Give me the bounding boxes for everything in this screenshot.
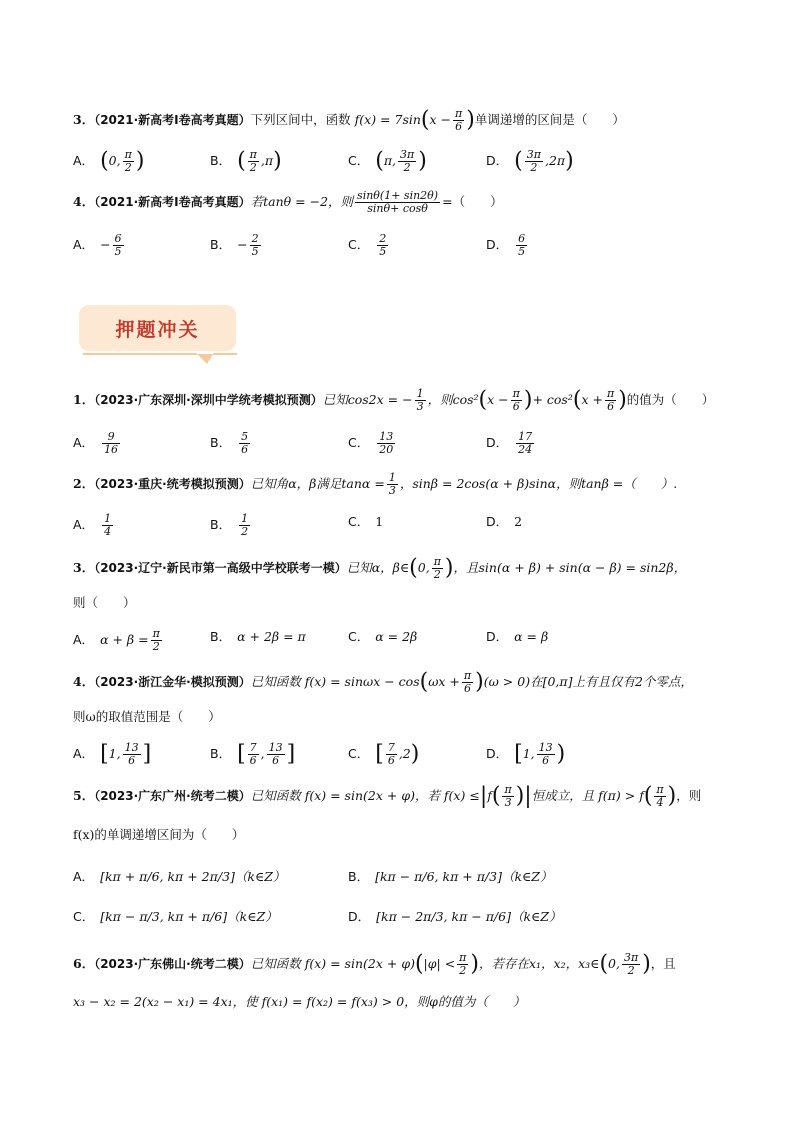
option-a: A． [1, $\frac{13}{6}$ ] (73, 741, 152, 767)
option-d: D． 2 (486, 514, 523, 529)
option-c: C． $\frac{2}{5}$ (348, 232, 387, 258)
option-b: B． ( $\frac{\pi}{2}$ ,π) (210, 148, 282, 174)
question-3-pre: 3．（2021·新高考Ⅰ卷高考真题）下列区间中，函数 f(x) = 7sin(x − $\frac{\pi}{6}$ )单调递增的区间是（ ） (73, 107, 625, 133)
header-underline-icon (79, 352, 239, 366)
option-a: A． α + β = $\frac{\pi}{2}$ (73, 627, 160, 653)
option-a: A． $\frac{9}{16}$ (73, 430, 119, 456)
question-4: 4．（2023·浙江金华·模拟预测）已知函数 f(x) = sinωx − cos(ωx + $\frac{\pi}{6}$ )(ω > 0)在[0,π]上有且仅有2个零点， (73, 669, 693, 695)
option-d: D． ( $\frac{3\pi}{2}$ ,2π) (486, 148, 574, 174)
option-b: B． − $\frac{2}{5}$ (210, 232, 259, 258)
question-stem: 下列区间中，函数 (250, 112, 351, 127)
question-number: 3． (73, 112, 95, 127)
section-header-tag (79, 305, 236, 351)
fraction: $\frac{\sin\theta(1+ \sin 2\theta)}{\sin\theta+ \cos\theta}$ (357, 189, 439, 215)
option-c: C． 1 (348, 514, 384, 529)
option-a: A． − $\frac{6}{5}$ (73, 232, 122, 258)
question-4-pre (73, 190, 503, 215)
question-4-line2: 则ω的取值范围是（ ） (73, 709, 221, 724)
option-c: C． $\frac{13}{20}$ (348, 430, 394, 456)
option-a: A． [kπ + π/6, kπ + 2π/3]（k∈Z） (73, 869, 286, 884)
question-stem: 若tanθ = −2，则 (250, 194, 354, 209)
option-c: C． [ $\frac{7}{6}$ ,2) (348, 741, 420, 767)
option-d: D． α = β (486, 629, 549, 644)
fraction: $\frac{\pi}{6}$ (455, 107, 463, 133)
option-d: D． [kπ − 2π/3, kπ − π/6]（k∈Z） (348, 909, 562, 924)
question-3-line2: 则（ ） (73, 595, 136, 610)
question-tail: =（ ） (442, 194, 503, 209)
option-b: B． $\frac{1}{2}$ (210, 512, 249, 538)
option-b: B． [ $\frac{7}{6}$ , $\frac{13}{6}$ ] (210, 741, 296, 767)
question-3: 3．（2023·辽宁·新民市第一高级中学校联考一模）已知α，β∈(0, $\frac{\pi}{2}$ )，且sin(α + β) + sin(α − β) = sin2β， (73, 555, 687, 581)
option-d: D． $\frac{6}{5}$ (486, 232, 526, 258)
option-d: D． [1, $\frac{13}{6}$ ) (486, 741, 566, 767)
question-5-line2: f(x)的单调递增区间为（ ） (73, 827, 245, 842)
option-b: B． α + 2β = π (210, 629, 306, 644)
option-d: D． $\frac{17}{24}$ (486, 430, 533, 456)
option-c: C． α = 2β (348, 629, 418, 644)
option-a: A． $\frac{1}{4}$ (73, 512, 112, 538)
section-header-title: 押题冲关 (115, 318, 200, 341)
option-a: A． (0, $\frac{\pi}{2}$ ) (73, 148, 145, 174)
question-6-line2: x₃ − x₂ = 2(x₂ − x₁) = 4x₁，使 f(x₁) = f(x₂) = f(x₃) > 0，则φ的值为（ ） (73, 994, 526, 1009)
question-source: （2021·新高考Ⅰ卷高考真题） (94, 113, 251, 127)
option-b: B． $\frac{5}{6}$ (210, 430, 249, 456)
question-source: （2021·新高考Ⅰ卷高考真题） (94, 195, 251, 209)
math-expression: f(x) = 7sin (354, 112, 421, 127)
question-5: 5．（2023·广东广州·统考二模）已知函数 f(x) = sin(2x + φ)，若 f(x) ≤|f( $\frac{\pi}{3}$ )|恒成立，且 f(π) > f( $\frac{\pi}{4}$ )，则 (73, 783, 702, 809)
question-1: 1．（2023·广东深圳·深圳中学统考模拟预测）已知cos2x = − $\frac{1}{3}$ ，则cos²(x − $\frac{\pi}{6}$ )+ cos²(x + $\frac{\pi}{6}$ )的值为（ ） (73, 387, 715, 413)
option-c: C． (π, $\frac{3\pi}{2}$ ) (348, 148, 427, 174)
question-tail: 单调递增的区间是（ ） (474, 112, 625, 127)
question-6: 6．（2023·广东佛山·统考二模）已知函数 f(x) = sin(2x + φ)(|φ| < $\frac{\pi}{2}$ )，若存在x₁，x₂，x₃∈(0, $\frac{3\pi}{2}$ )，且 (73, 951, 676, 977)
option-b: B． [kπ − π/6, kπ + π/3]（k∈Z） (348, 869, 553, 884)
question-2: 2．（2023·重庆·统考模拟预测）已知角α，β满足tanα = $\frac{1}{3}$ ，sinβ = 2cos(α + β)sinα，则tanβ =（ ）. (73, 471, 678, 497)
option-c: C． [kπ − π/3, kπ + π/6]（k∈Z） (73, 909, 278, 924)
question-number: 4． (73, 194, 95, 209)
math-expression: x − (429, 112, 452, 127)
